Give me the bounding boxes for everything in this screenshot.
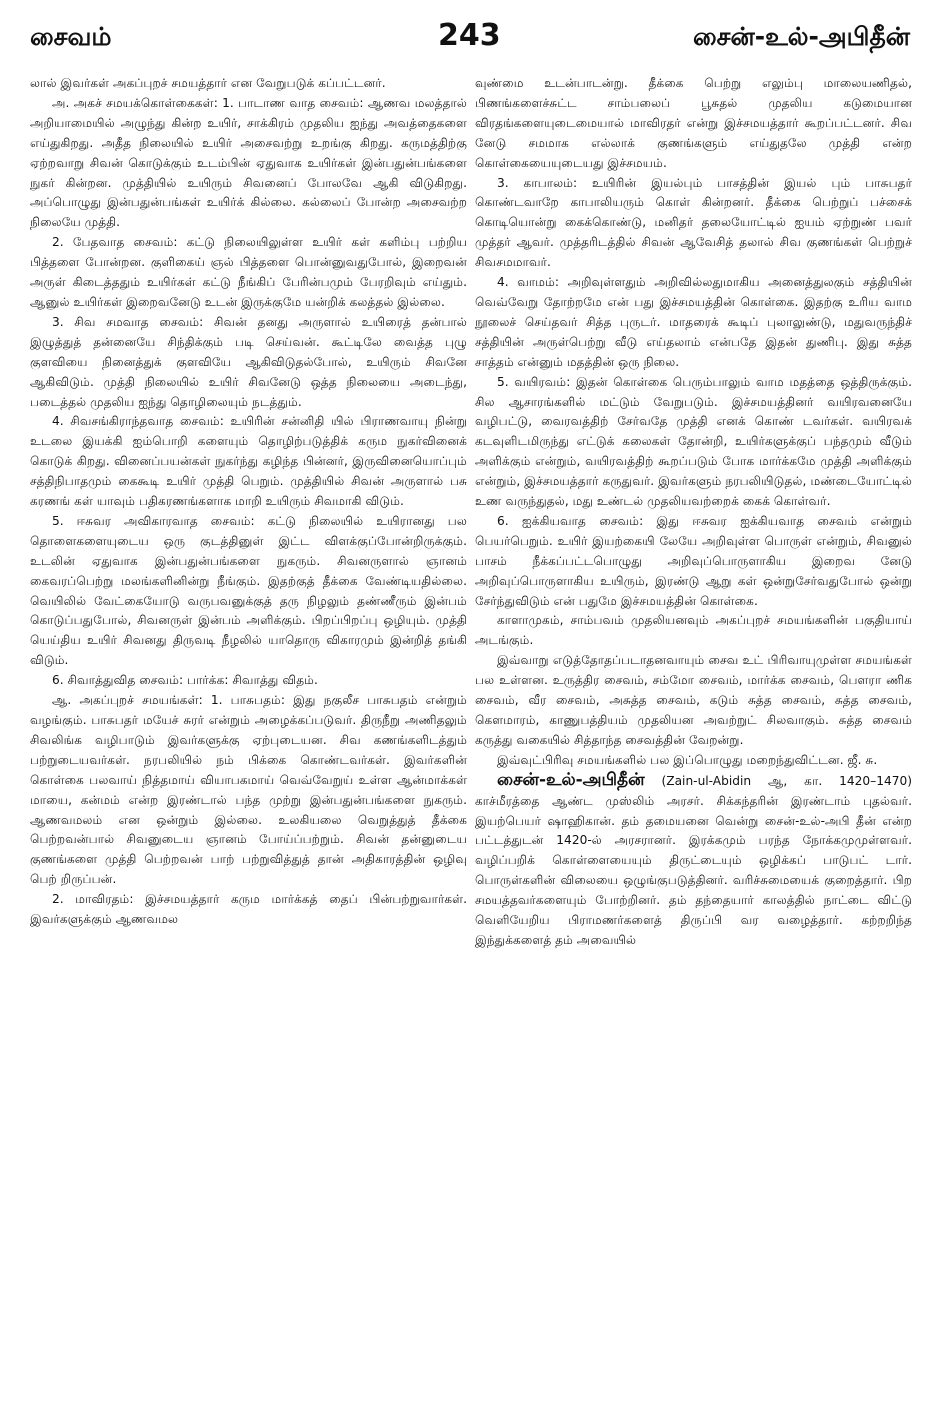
- paragraph: 5. வயிரவம்: இதன் கொள்கை பெரும்பாலும் வாம மதத்தை ஒத்திருக்கும். சில ஆசாரங்களில் மட்டும் வேறுபடும். இச்சமயத்தினர் வயிரவனையே வழிபட்டு, வைரவத்திற் சேர்வதே முத்தி எனக் கொண் டவர்கள். வயிரவக் கடவுளிடமிருந்து எட்டுக் கலைகள் தோன்றி, உயிர்களுக்குப் பந்தமும் வீடும் அளிக்கும் என்றும், வயிரவத்திற் கூறப்படும் போக மார்க்கமே முத்தி அளிக்கும் என்றும், இச்சமயத்தார் கருதுவர். இவர்களும் நரபலியிடுதல், மண்டையோட்டில் உண வருந்துதல், மது உண்டல் முதலியவற்றைக் கைக் கொள்வர்.: [475, 374, 912, 509]
- running-head-left: சைவம்: [30, 22, 112, 51]
- paragraph: 3. சிவ சமவாத சைவம்: சிவன் தனது அருளால் உயிரைத் தன்பால் இழுத்துத் தன்னையே சிந்திக்கும் படி செய்வன். கூட்டிலே வைத்த புழு குளவியை நினைத்துக் குளவியே ஆகிவிடுதல்போல், உயிரும் சிவனே ஆகிவிடும். முத்தி நிலையில் உயிர் சிவனேடு ஒத்த நிலையை அடைந்து, படைத்தல் முதலிய ஐந்து தொழிலையும் நடத்தும்.: [30, 314, 467, 409]
- paragraph: 5. ஈசுவர அவிகாரவாத சைவம்: கட்டு நிலையில் உயிரானது பல தொளைகளையுடைய ஒரு குடத்தினுள் இட்ட விளக்குப்போன்றிருக்கும். உடலின் ஏதுவாக இன்பதுன்பங்களை நுகரும். சிவனருளால் ஞானம் கைவரப்பெற்று மலங்களினின்று நீங்கும். இதற்குத் தீக்கை வேண்டியதில்லை. வெயிலில் வேட்கையோடு வருபவனுக்குத் தரு நிழலும் தண்ணீரும் இன்பம் கொடுப்பதுபோல், சிவனருள் இன்பம் அளிக்கும். பிறப்பிறப்பு ஒழியும். முத்தி யெய்திய உயிர் சிவனது திருவடி நீழலில் யாதொரு விகாரமும் இன்றித் தங்கி விடும்.: [30, 513, 467, 668]
- paragraph: 6. ஐக்கியவாத சைவம்: இது ஈசுவர ஐக்கியவாத சைவம் என்றும் பெயர்பெறும். உயிர் இயற்கையி லேயே அறிவுள்ள பொருள் என்றும், சிவனுல் பாசம் நீக்கப்பட்டபொழுது அறிவுப்பொருளாகிய இறைவ னேடு அறிவுப்பொருளாகிய உயிரும், இரண்டு ஆறு கள் ஒன்றுசேர்வதுபோல் ஒன்று சேர்ந்துவிடும் என் பதுமே இச்சமயத்தின் கொள்கை.: [475, 513, 912, 608]
- paragraph: அ. அகச் சமயக்கொள்கைகள்: 1. பாடாண வாத சைவம்: ஆணவ மலத்தால் அறியாமையில் அழுந்து கின்ற உயிர், சாக்கிரம் முதலிய ஐந்து அவத்தைகளை எய்துகிறது. அதீத நிலையில் உயிர் அசைவற்று உறங்கு கிறது. கருமத்திற்கு ஏற்றவாறு சிவன் கொடுக்கும் உடம்பின் ஏதுவாக உயிர்கள் இன்பதுன்பங்களை நுகர் கின்றன. முத்தியில் உயிரும் சிவனைப் போலவே ஆகி விடுகிறது. அப்பொழுது இன்பதுன்பங்கள் உயிர்க் கில்லை. கல்லைப் போன்ற அசைவற்ற நிலையே முத்தி.: [30, 95, 467, 230]
- left-column: [30, 74, 467, 1410]
- paragraph: 2. பேதவாத சைவம்: கட்டு நிலையிலுள்ள உயிர் கள் களிம்பு பற்றிய பித்தளை போன்றன. குளிகைய் ஞல் பித்தளை பொன்னுவதுபோல், இறைவன் அருள் கிடைத்ததும் உயிர்கள் கட்டு நீங்கிப் பேரின்பமும் பேரறிவும் எய்தும். ஆனுல் உயிர்கள் இறைவனேடு உடன் இருக்குமே யன்றிக் கலத்தல் இல்லை.: [30, 235, 467, 309]
- encyclopedia-entry: [475, 771, 912, 951]
- running-head-right: சைன்-உல்-அபிதீன்: [692, 22, 910, 51]
- paragraph: இவ்வுட்பிரிவு சமயங்களில் பல இப்பொழுது மறைந்துவிட்டன. ஜீ. சு.: [497, 752, 878, 767]
- paragraph: 4. சிவசங்கிராந்தவாத சைவம்: உயிரின் சன்னிதி யில் பிராணவாயு நின்று உடலை இயக்கி ஐம்பொறி களையும் தொழிற்படுத்திக் கரும நுகர்வினைக் கொடுக் கிறது. வினைப்பயன்கள் நுகர்ந்து கழிந்த பின்னர், இருவினையொப்பும் சத்திநிபாதமும் கைகூடி உயிர் முத்தி பெறும். முத்தியில் சிவன் அருளால் பசு கரணங் கள் யாவும் பதிகரணங்களாக மாறி உயிரும் சிவமாகி விடும்.: [30, 414, 467, 509]
- right-column: [475, 74, 912, 1410]
- paragraph: 3. காபாலம்: உயிரின் இயல்பும் பாசத்தின் இயல் பும் பாசுபதர் கொண்டவாறே காபாலியரும் கொள் கின்றனர். தீக்கை பெற்றுப் பச்சைக் கொடியொன்று கைக்கொண்டு, மனிதர் தலையோட்டில் ஐயம் ஏற்றுண் பவர் முத்தர் ஆவர். முத்தரிடத்தில் சிவன் ஆவேசித் தலால் சிவ குணங்கள் பெற்றுச் சிவசமமாவர்.: [475, 175, 912, 270]
- entry-title: சைன்-உல்-அபிதீன்: [497, 769, 645, 790]
- paragraph: காளாமுகம், சாம்பவம் முதலியனவும் அகப்புறச் சமயங்களின் பகுதியாய் அடங்கும்.: [475, 613, 912, 648]
- paragraph: லால் இவர்கள் அகப்புறச் சமயத்தார் என வேறுபடுக் கப்பட்டனர்.: [30, 76, 386, 90]
- paragraph: 6. சிவாத்துவித சைவம்: பார்க்க: சிவாத்து விதம்.: [52, 673, 318, 688]
- page-number: 243: [438, 18, 501, 53]
- paragraph: 4. வாமம்: அறிவுள்ளதும் அறிவில்லதுமாகிய அனைத்துலகும் சத்தியின் வெவ்வேறு தோற்றமே என் பது இச்சமயத்தின் கொள்கை. இதற்கு உரிய வாம நூலைச் செய்தவர் சித்த புருடர். மாதரைக் கூடிப் புலாலுண்டு, மதுவருந்திச் சத்தியின் அருள்பெற்று வீடு எய்தலாம் என்பதே இதன் துணிபு. இது சுத்த சாத்தம் என்னும் மதத்தின் ஒரு நிலை.: [475, 275, 912, 369]
- paragraph: 2. மாவிரதம்: இச்சமயத்தார் கரும மார்க்கத் தைப் பின்பற்றுவார்கள். இவர்களுக்கும் ஆணவமல: [30, 892, 467, 927]
- page-header: [0, 0, 940, 74]
- paragraph: இவ்வாறு எடுத்தோதப்படாதனவாயும் சைவ உட் பிரிவாயுமுள்ள சமயங்கள் பல உள்ளன. உருத்திர சைவம், சம்மோ சைவம், மார்க்க சைவம், பௌரா ணிக சைவம், வீர சைவம், அசுத்த சைவம், கடும் சுத்த சைவம், சுத்த சைவம், கௌமாரம், காணுபத்தியம் முதலியன அவற்றுட் சிலவாகும். சுத்த சைவம் கருத்து வகையில் சித்தாந்த சைவத்தின் வேறன்று.: [475, 653, 912, 747]
- paragraph: வுண்மை உடன்பாடன்று. தீக்கை பெற்று எலும்பு மாலையணிதல், பிணங்களைச்சுட்ட சாம்பலைப் பூசுதல் முதலிய கடுமையான விரதங்களையுடைமையால் மாவிரதர் என்று இச்சமயத்தார் கூறப்பட்டனர். சிவ னேடு சமமாக எல்லாக் குணங்களும் எய்துதலே முத்தி என்ற கொள்கையையுடையது இச்சமயம்.: [475, 76, 912, 170]
- paragraph: ஆ. அகப்புறச் சமயங்கள்: 1. பாசுபதம்: இது நகுலீச பாசுபதம் என்றும் வழங்கும். பாசுபதர் மயேச் சுரர் என்றும் அழைக்கப்படுவர். திருநீறு அணிதலும் சிவலிங்க வழிபாடும் இவர்களுக்கு ஏற்புடையன. சிவ கணங்களிடத்தும் பற்றுடையவர்கள். நரபலியில் நம் பிக்கை கொண்டவர்கள். இவர்களின் கொள்கை பலவாய் நித்தமாய் வியாபகமாய் வெவ்வேறுய் உள்ள ஆன்மாக்கள் மாயை, கன்மம் என்ற இரண்டால் பந்த முற்று இன்பதுன்பங்களை நுகரும். ஆணவமலம் என ஒன்றும் இல்லை. உலகியலை வெறுத்துத் தீக்கை பெற்றவன்பால் சிவனுடைய ஞானம் போய்ப்பற்றும். சிவன் தன்னுடைய குணங்களை முத்தி பெற்றவன் பாற் பற்றுவித்துத் தான் அதிகாரத்தின் ஒழிவு பெற் றிருப்பன்.: [30, 693, 467, 887]
- entry-text: (Zain-ul-Abidin ஆ, கா. 1420–1470) காச்மீரத்தை ஆண்ட முஸ்லிம் அரசர். சிக்கந்தரின் இரண்டாம் புதல்வர். இயற்பெயர் ஷாஹிகான். தம் தமையனை வென்று சைன்-உல்-அபி தீன் என்ற பட்டத்துடன் 1420-ல் அரசரானர். இரக்கமும் பரந்த நோக்கமுமுள்ளவர். வழிப்பறிக் கொள்ளையையும் திருட்டையும் ஒழிக்கப் பாடுபட் டார். பொருள்களின் விலையை ஒழுங்குபடுத்தினர். வரிச்சுமையைக் குறைத்தார். பிற சமயத்தவர்களையும் போற்றினர். தம் தந்தையார் காலத்தில் நாட்டை விட்டு வெளியேறிய பிராமணர்களைத் திருப்பி வர வழைத்தார். கற்றறிந்த இந்துக்களைத் தம் அவையில்: [475, 773, 912, 947]
